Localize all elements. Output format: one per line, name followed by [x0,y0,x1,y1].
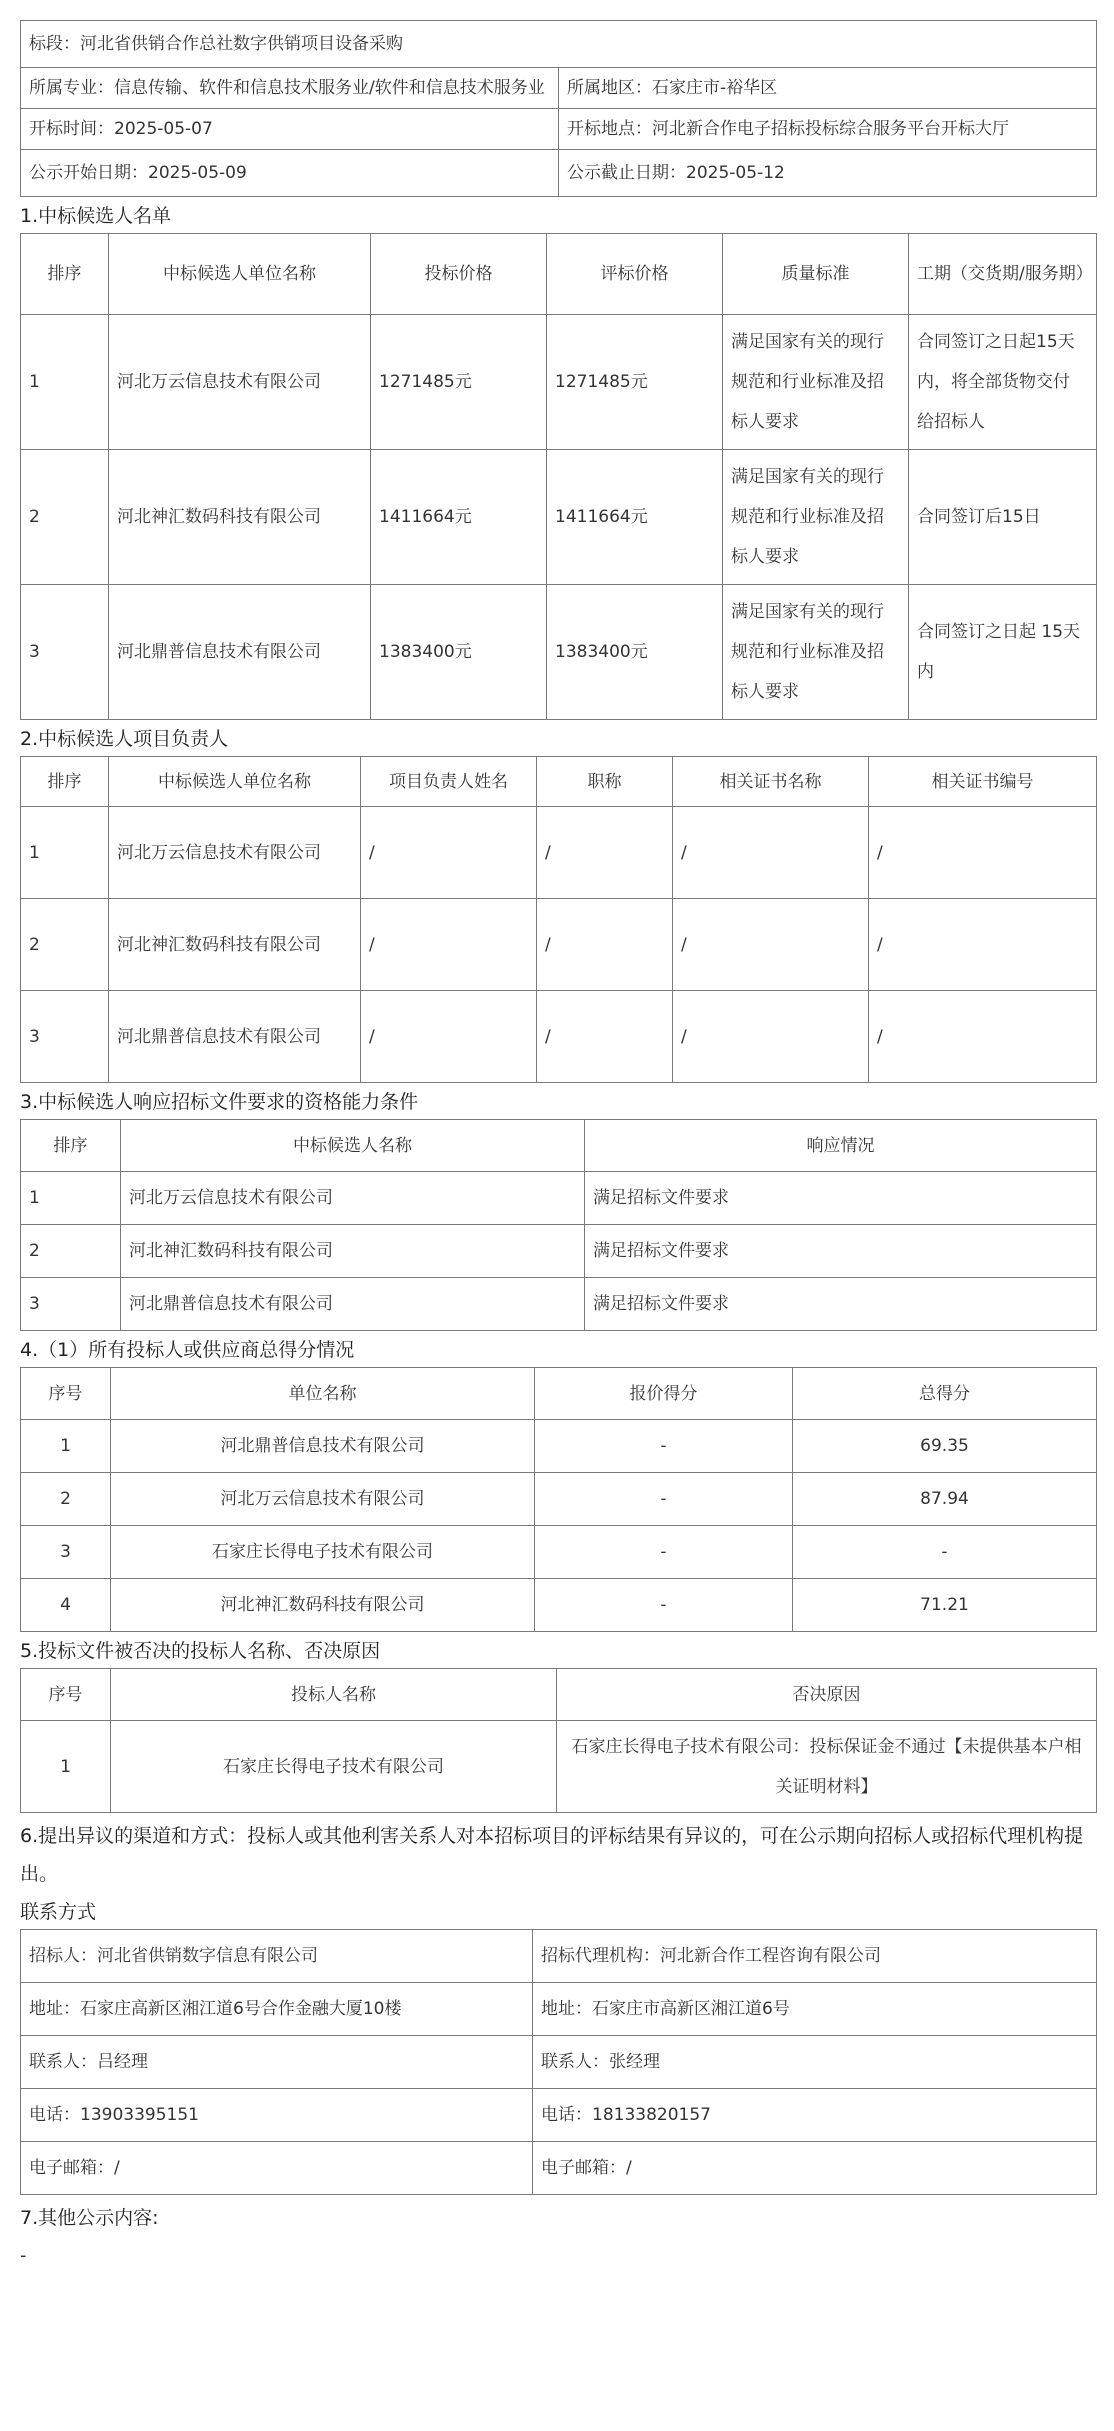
eval-price-cell: 1383400元 [547,585,723,720]
tenderer-email-cell: 电子邮箱：/ [21,2142,533,2195]
table-row [21,1983,1097,2036]
notice-start-cell: 公示开始日期：2025-05-09 [21,150,559,197]
company-name-cell: 河北鼎普信息技术有限公司 [109,585,371,720]
table-row [21,1473,1097,1526]
price-score-cell: - [535,1579,793,1632]
header-cell: 响应情况 [585,1120,1097,1172]
eval-price-cell: 1271485元 [547,315,723,450]
region-cell: 所属地区：石家庄市-裕华区 [559,68,1097,109]
table-row [21,2036,1097,2089]
quality-cell: 满足国家有关的现行 规范和行业标准及招标人要求 [723,315,909,450]
agency-cell: 招标代理机构：河北新合作工程咨询有限公司 [533,1930,1097,1983]
rank-cell: 1 [21,315,109,450]
header-cell: 中标候选人名称 [121,1120,585,1172]
project-leader-table [20,756,1097,1083]
specialty-cell: 所属专业：信息传输、软件和信息技术服务业/软件和信息技术服务业 [21,68,559,109]
table-row [21,1278,1097,1331]
header-cell: 相关证书名称 [673,757,869,807]
header-cell: 中标候选人单位名称 [109,234,371,315]
quality-cell: 满足国家有关的现行规范和行业标准及招标人要求 [723,585,909,720]
header-cell: 项目负责人姓名 [361,757,537,807]
header-cell: 单位名称 [111,1368,535,1420]
header-cell: 序号 [21,1368,111,1420]
number-cell: 2 [21,1473,111,1526]
section1-title: 1.中标候选人名单 [20,205,172,227]
number-cell: 3 [21,1526,111,1579]
table-row [21,1930,1097,1983]
header-cell: 序号 [21,1669,111,1721]
table-header-row [21,1669,1097,1721]
rank-cell: 3 [21,991,109,1083]
header-cell: 职称 [537,757,673,807]
tenderer-address-cell: 地址：石家庄高新区湘江道6号合作金融大厦10楼 [21,1983,533,2036]
company-name-cell: 河北万云信息技术有限公司 [109,807,361,899]
info-row [21,150,1097,197]
company-name-cell: 河北神汇数码科技有限公司 [111,1579,535,1632]
table-row [21,1225,1097,1278]
number-cell: 1 [21,1420,111,1473]
table-row [21,807,1097,899]
header-cell: 排序 [21,234,109,315]
company-name-cell: 河北鼎普信息技术有限公司 [109,991,361,1083]
company-name-cell: 石家庄长得电子技术有限公司 [111,1526,535,1579]
cert-name-cell: / [673,991,869,1083]
section2-title: 2.中标候选人项目负责人 [20,728,229,750]
section6-text: 6.提出异议的渠道和方式：投标人或其他利害关系人对本招标项目的评标结果有异议的，可在公示期向招标人或招标代理机构提出。 [20,1825,1084,1885]
section7-title: 7.其他公示内容: [20,2207,159,2229]
table-row [21,2089,1097,2142]
table-header-row [21,1120,1097,1172]
company-name-cell: 河北神汇数码科技有限公司 [121,1225,585,1278]
quality-cell: 满足国家有关的现行规范和行业标准及招标人要求 [723,450,909,585]
rejection-reason-cell: 石家庄长得电子技术有限公司：投标保证金不通过【未提供基本户相关证明材料】 [557,1721,1097,1813]
score-table [20,1367,1097,1632]
table-header-row [21,234,1097,315]
contact-title: 联系方式 [20,1901,97,1923]
response-cell: 满足招标文件要求 [585,1172,1097,1225]
response-cell: 满足招标文件要求 [585,1225,1097,1278]
tenderer-cell: 招标人：河北省供销数字信息有限公司 [21,1930,533,1983]
price-score-cell: - [535,1526,793,1579]
rank-cell: 3 [21,585,109,720]
period-cell: 合同签订后15日 [909,450,1097,585]
cert-number-cell: / [869,991,1097,1083]
table-row [21,991,1097,1083]
tenderer-phone-cell: 电话：13903395151 [21,2089,533,2142]
rank-cell: 1 [21,807,109,899]
notice-end-cell: 公示截止日期：2025-05-12 [559,150,1097,197]
header-cell: 工期（交货期/服务期） [909,234,1097,315]
total-score-cell: 69.35 [793,1420,1097,1473]
section5-title: 5.投标文件被否决的投标人名称、否决原因 [20,1640,381,1662]
company-name-cell: 河北万云信息技术有限公司 [109,315,371,450]
tenderer-contact-cell: 联系人：吕经理 [21,2036,533,2089]
cert-number-cell: / [869,899,1097,991]
leader-name-cell: / [361,991,537,1083]
table-row [21,585,1097,720]
company-name-cell: 河北神汇数码科技有限公司 [109,450,371,585]
header-cell: 总得分 [793,1368,1097,1420]
rank-cell: 3 [21,1278,121,1331]
company-name-cell: 河北万云信息技术有限公司 [121,1172,585,1225]
bid-price-cell: 1383400元 [371,585,547,720]
rank-cell: 2 [21,1225,121,1278]
leader-name-cell: / [361,807,537,899]
cert-name-cell: / [673,807,869,899]
header-cell: 评标价格 [547,234,723,315]
contact-table [20,1929,1097,2195]
agency-contact-cell: 联系人：张经理 [533,2036,1097,2089]
table-row [21,1420,1097,1473]
header-cell: 中标候选人单位名称 [109,757,361,807]
eval-price-cell: 1411664元 [547,450,723,585]
total-score-cell: - [793,1526,1097,1579]
number-cell: 1 [21,1721,111,1813]
table-row [21,2142,1097,2195]
section4-title: 4.（1）所有投标人或供应商总得分情况 [20,1339,355,1361]
info-row [21,109,1097,150]
qualification-table [20,1119,1097,1331]
table-row [21,1579,1097,1632]
company-name-cell: 河北万云信息技术有限公司 [111,1473,535,1526]
candidate-list-table [20,233,1097,720]
agency-address-cell: 地址：石家庄市高新区湘江道6号 [533,1983,1097,2036]
bid-price-cell: 1411664元 [371,450,547,585]
header-cell: 排序 [21,1120,121,1172]
total-score-cell: 71.21 [793,1579,1097,1632]
open-time-cell: 开标时间：2025-05-07 [21,109,559,150]
bid-price-cell: 1271485元 [371,315,547,450]
table-header-row [21,1368,1097,1420]
header-cell: 投标价格 [371,234,547,315]
leader-name-cell: / [361,899,537,991]
bidder-name-cell: 石家庄长得电子技术有限公司 [111,1721,557,1813]
header-cell: 相关证书编号 [869,757,1097,807]
price-score-cell: - [535,1473,793,1526]
header-cell: 投标人名称 [111,1669,557,1721]
info-row [21,68,1097,109]
table-header-row [21,757,1097,807]
company-name-cell: 河北鼎普信息技术有限公司 [111,1420,535,1473]
rank-cell: 2 [21,450,109,585]
header-cell: 排序 [21,757,109,807]
table-row [21,1721,1097,1813]
table-row [21,450,1097,585]
table-row [21,1526,1097,1579]
table-row [21,1172,1097,1225]
period-cell: 合同签订之日起 15天内 [909,585,1097,720]
agency-email-cell: 电子邮箱：/ [533,2142,1097,2195]
cert-number-cell: / [869,807,1097,899]
project-info-table [20,20,1097,197]
total-score-cell: 87.94 [793,1473,1097,1526]
rejection-table [20,1668,1097,1813]
job-title-cell: / [537,899,673,991]
rank-cell: 2 [21,899,109,991]
job-title-cell: / [537,807,673,899]
info-row [21,21,1097,68]
agency-phone-cell: 电话：18133820157 [533,2089,1097,2142]
company-name-cell: 河北鼎普信息技术有限公司 [121,1278,585,1331]
table-row [21,315,1097,450]
section7-content: - [20,2245,27,2266]
header-cell: 否决原因 [557,1669,1097,1721]
company-name-cell: 河北神汇数码科技有限公司 [109,899,361,991]
cert-name-cell: / [673,899,869,991]
number-cell: 4 [21,1579,111,1632]
table-row [21,899,1097,991]
price-score-cell: - [535,1420,793,1473]
period-cell: 合同签订之日起15天内，将全部货物交付 给招标人 [909,315,1097,450]
job-title-cell: / [537,991,673,1083]
lot-cell: 标段：河北省供销合作总社数字供销项目设备采购 [21,21,1097,68]
rank-cell: 1 [21,1172,121,1225]
response-cell: 满足招标文件要求 [585,1278,1097,1331]
open-place-cell: 开标地点：河北新合作电子招标投标综合服务平台开标大厅 [559,109,1097,150]
section3-title: 3.中标候选人响应招标文件要求的资格能力条件 [20,1091,419,1113]
header-cell: 报价得分 [535,1368,793,1420]
header-cell: 质量标准 [723,234,909,315]
